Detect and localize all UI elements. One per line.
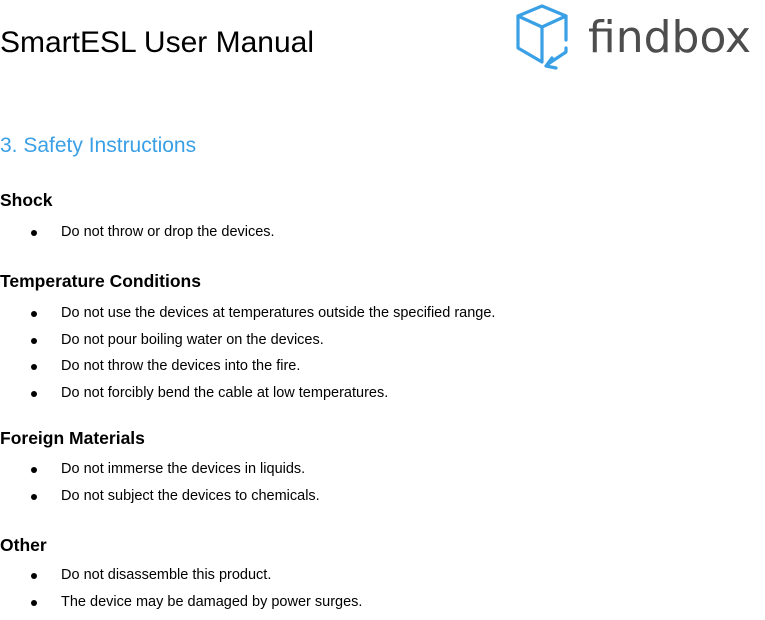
list-item-text: Do not immerse the devices in liquids. bbox=[61, 461, 306, 477]
bullet-icon bbox=[31, 391, 37, 397]
bullet-icon bbox=[31, 467, 37, 473]
document-title: SmartESL User Manual bbox=[0, 26, 315, 59]
subheading-foreign-materials: Foreign Materials bbox=[0, 428, 145, 448]
bullet-icon bbox=[31, 230, 37, 236]
list-item-text: Do not use the devices at temperatures outside the specified range. bbox=[61, 305, 496, 321]
subheading-other: Other bbox=[0, 535, 47, 555]
list-item-text: Do not throw the devices into the fire. bbox=[61, 358, 301, 374]
findbox-logo bbox=[508, 0, 765, 76]
bullet-icon bbox=[31, 494, 37, 500]
list-item-text: Do not disassemble this product. bbox=[61, 567, 272, 583]
logo-wordmark: findbox bbox=[588, 12, 752, 63]
bullet-icon bbox=[31, 364, 37, 370]
bullet-icon bbox=[31, 311, 37, 317]
section-heading: 3. Safety Instructions bbox=[0, 134, 197, 157]
subheading-temperature-conditions: Temperature Conditions bbox=[0, 271, 201, 291]
list-item-text: Do not throw or drop the devices. bbox=[61, 224, 275, 240]
list-item-text: The device may be damaged by power surges. bbox=[61, 593, 363, 610]
bullet-icon bbox=[31, 573, 37, 579]
bullet-icon bbox=[31, 338, 37, 344]
list-item-text: Do not forcibly bend the cable at low temperatures. bbox=[61, 384, 389, 401]
bullet-icon bbox=[31, 600, 37, 606]
list-item-text: Do not subject the devices to chemicals. bbox=[61, 487, 320, 504]
subheading-shock: Shock bbox=[0, 190, 53, 210]
list-item-text: Do not pour boiling water on the devices. bbox=[61, 331, 324, 348]
